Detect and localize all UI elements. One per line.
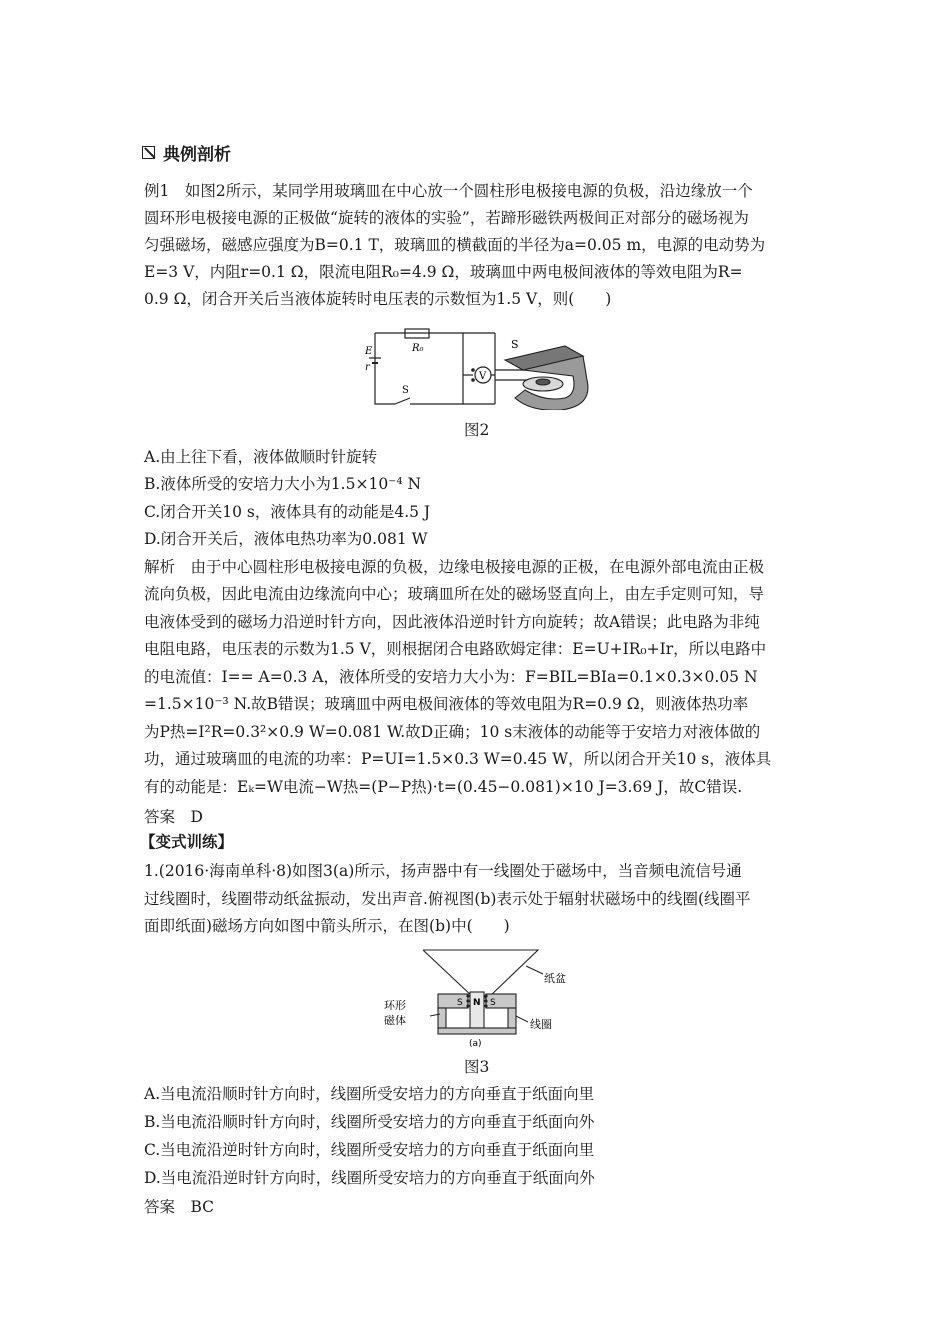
figure-2-circuit-diagram [355, 318, 605, 410]
figure-2-label-E: E [365, 346, 373, 357]
example-line: 0.9 Ω，闭合开关后当液体旋转时电压表的示数恒为1.5 V，则( ) [144, 290, 612, 308]
example-line: 匀强磁场，磁感应强度为B=0.1 T，玻璃皿的横截面的半径为a=0.05 m，电源的电动势为 [144, 236, 766, 254]
figure-3-label-magnet-1: 环形 [384, 999, 406, 1012]
figure-3-caption: 图3 [464, 1058, 490, 1076]
figure-3-label-S-right: S [490, 998, 496, 1008]
section-heading-text: 典例剖析 [163, 145, 231, 165]
figure-2-label-switch-S: S [402, 385, 409, 396]
variant-option-a: A.当电流沿顺时针方向时，线圈所受安培力的方向垂直于纸面向里 [144, 1085, 595, 1103]
figure-2-label-magnet-S: S [511, 338, 519, 351]
variant-question-line: 过线圈时，线圈带动纸盆振动，发出声音.俯视图(b)表示处于辐射状磁场中的线圈(线圈平 [144, 890, 751, 908]
section-marker-icon [142, 146, 155, 159]
example-option-b: B.液体所受的安培力大小为1.5×10⁻⁴ N [144, 475, 422, 493]
figure-3-speaker-diagram [378, 946, 578, 1050]
figure-2-caption: 图2 [464, 421, 490, 439]
analysis-line: =1.5×10⁻³ N.故B错误；玻璃皿中两电极间液体的等效电阻为R=0.9 Ω，则液体热功率 [144, 695, 749, 713]
analysis-line: 功，通过玻璃皿的电流的功率：P=UI=1.5×0.3 W=0.45 W，所以闭合开关10 s，液体具 [144, 750, 772, 768]
figure-3-label-coil: 线圈 [530, 1018, 552, 1031]
example-answer: 答案 D [144, 808, 203, 826]
figure-2-label-V: V [479, 371, 487, 382]
example-option-a: A.由上往下看，液体做顺时针旋转 [144, 448, 378, 466]
figure-3-label-S-left: S [457, 998, 463, 1008]
analysis-line: 电阻电路，电压表的示数为1.5 V，则根据闭合电路欧姆定律：E=U+IR₀+Ir，所以电路中 [144, 640, 767, 658]
figure-3-label-magnet-2: 磁体 [384, 1014, 406, 1027]
figure-3-label-N: N [473, 998, 481, 1008]
analysis-line: 解析 由于中心圆柱形电极接电源的负极，边缘电极接电源的正极，在电源外部电流由正极 [144, 558, 765, 576]
analysis-line: 有的动能是：Eₖ=W电流−W热=(P−P热)·t=(0.45−0.081)×10 J=3.69 J，故C错误. [144, 778, 743, 796]
variant-answer: 答案 BC [144, 1198, 215, 1216]
example-option-d: D.闭合开关后，液体电热功率为0.081 W [144, 530, 428, 548]
analysis-line: 流向负极，因此电流由边缘流向中心；玻璃皿所在处的磁场竖直向上，由左手定则可知，导 [144, 585, 765, 603]
variant-option-c: C.当电流沿逆时针方向时，线圈所受安培力的方向垂直于纸面向里 [144, 1141, 595, 1159]
figure-3-label-cone: 纸盆 [544, 972, 566, 985]
analysis-line: 为P热=I²R=0.3²×0.9 W=0.081 W.故D正确；10 s末液体的动能等于安培力对液体做的 [144, 723, 761, 741]
variant-option-b: B.当电流沿顺时针方向时，线圈所受安培力的方向垂直于纸面向外 [144, 1113, 595, 1131]
figure-3-label-a: (a) [469, 1039, 482, 1049]
example-line: E=3 V，内阻r=0.1 Ω，限流电阻R₀=4.9 Ω，玻璃皿中两电极间液体的等效电阻为R= [144, 263, 743, 281]
analysis-line: 的电流值：I== A=0.3 A，液体所受的安培力大小为：F=BIL=BIa=0.1×0.3×0.05 N [144, 668, 758, 686]
variant-question-line: 面即纸面)磁场方向如图中箭头所示，在图(b)中( ) [144, 917, 510, 935]
analysis-line: 电液体受到的磁场力沿逆时针方向，因此液体沿逆时针方向旋转；故A错误；此电路为非纯 [144, 613, 760, 631]
variant-title: 【变式训练】 [140, 833, 234, 851]
example-line: 例1 如图2所示，某同学用玻璃皿在中心放一个圆柱形电极接电源的负极，沿边缘放一个 [144, 182, 753, 200]
variant-question-line: 1.(2016·海南单科·8)如图3(a)所示，扬声器中有一线圈处于磁场中，当音频电流信号通 [144, 862, 742, 880]
variant-option-d: D.当电流沿逆时针方向时，线圈所受安培力的方向垂直于纸面向外 [144, 1169, 595, 1187]
example-line: 圆环形电极接电源的正极做“旋转的液体的实验”，若蹄形磁铁两极间正对部分的磁场视为 [144, 209, 749, 227]
figure-2-label-R0: R₀ [412, 343, 424, 354]
section-heading [142, 140, 231, 165]
figure-2-label-r: r [365, 362, 370, 373]
example-option-c: C.闭合开关10 s，液体具有的动能是4.5 J [144, 503, 431, 521]
